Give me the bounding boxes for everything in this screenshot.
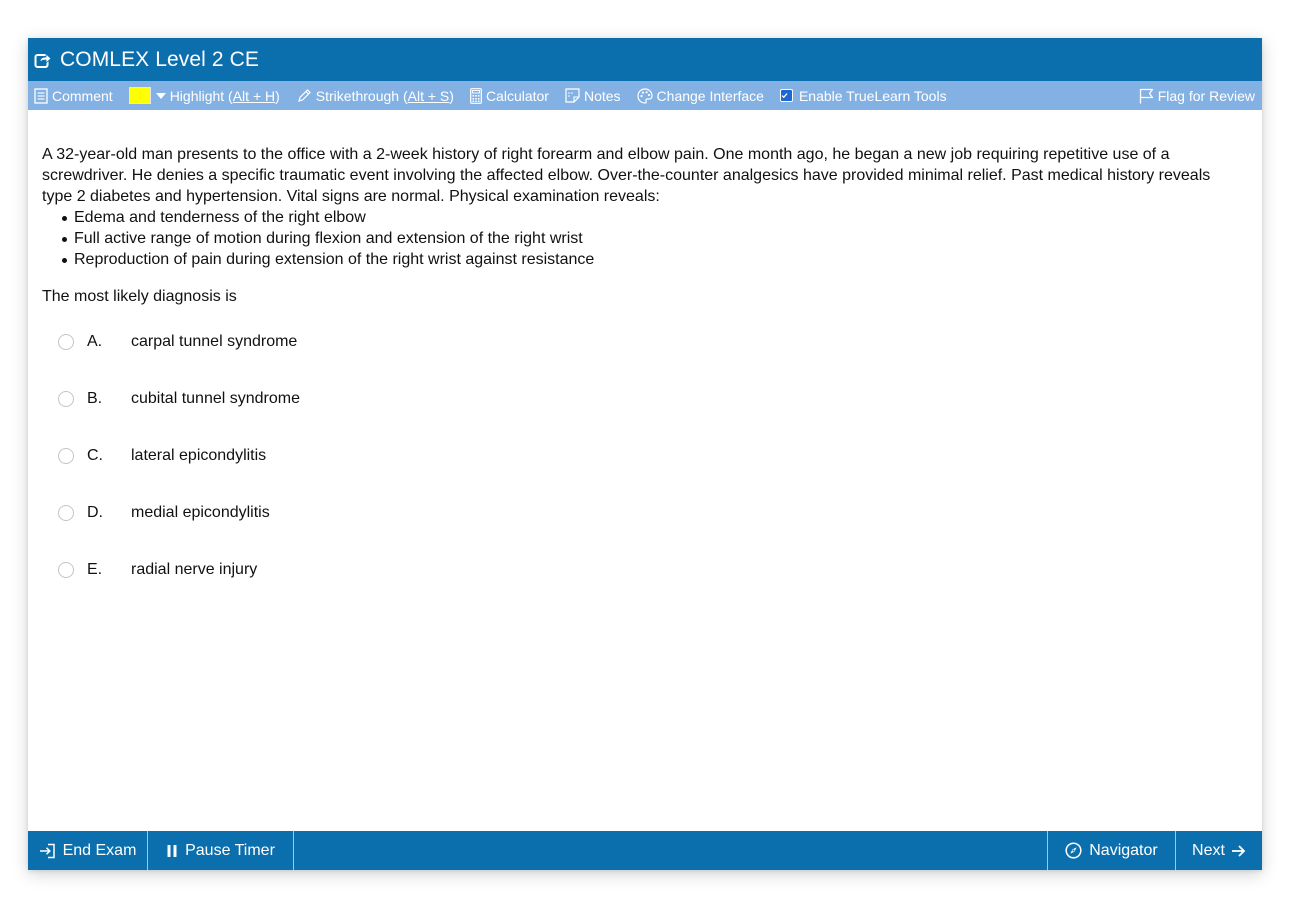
notes-button[interactable] [565,88,621,104]
end-exam-label: End Exam [62,841,137,859]
highlight-button[interactable] [170,88,280,104]
sign-out-icon [39,843,56,859]
highlight-close-paren: ) [275,87,280,104]
end-exam-button[interactable] [28,831,147,870]
option-text: cubital tunnel syndrome [131,390,300,407]
strikethrough-shortcut: Alt + S [407,87,450,104]
comment-button[interactable] [34,88,113,104]
notes-icon [565,88,580,103]
answer-option-a[interactable] [58,331,300,388]
exam-title: COMLEX Level 2 CE [60,47,259,71]
next-label: Next [1192,841,1225,859]
strikethrough-close-paren: ) [449,87,454,104]
compass-icon [1065,842,1082,859]
highlight-label: Highlight ( [169,87,233,104]
answer-option-e[interactable] [58,559,300,616]
question-stem: A 32-year-old man presents to the office with a 2-week history of right forearm and elbow pain. One month ago, he began a new job requiring repetitive use of a screwdriver. He denies a specific traumatic event involving the affected elbow. Over-the-counter analgesics have provided minimal relief. Past medical history reveals type 2 diabetes and hypertension. Vital signs are normal. Physical examination reveals: [42,146,1211,205]
radio-button[interactable] [58,391,74,407]
exam-findings-list [62,207,1242,270]
navigator-button[interactable] [1048,831,1175,870]
truelearn-label: Enable TrueLearn Tools [798,87,947,104]
answer-options [58,331,300,616]
footer-bar [28,831,1262,870]
change-interface-label: Change Interface [656,87,764,104]
flag-label: Flag for Review [1157,87,1255,104]
title-bar [28,38,1262,81]
strikethrough-button[interactable] [296,88,454,104]
option-letter: B. [87,390,103,407]
caret-down-icon [156,93,166,99]
pencil-icon [296,88,312,104]
flag-icon [1139,88,1154,104]
truelearn-toggle[interactable] [780,88,947,104]
toolbar [28,81,1262,110]
answer-option-c[interactable] [58,445,300,502]
calculator-label: Calculator [485,87,549,104]
option-letter: A. [87,333,103,350]
check-icon [781,91,788,100]
option-text: radial nerve injury [131,561,258,578]
comment-label: Comment [52,87,113,104]
option-letter: D. [87,504,103,521]
radio-button[interactable] [58,448,74,464]
finding-item: Edema and tenderness of the right elbow [62,207,1242,228]
arrow-right-icon [1231,844,1246,858]
next-button[interactable] [1176,831,1262,870]
highlight-color-picker[interactable] [129,87,166,104]
option-letter: E. [87,561,103,578]
navigator-label: Navigator [1089,841,1158,859]
radio-button[interactable] [58,334,74,350]
question-lead-in: The most likely diagnosis is [42,288,237,305]
answer-option-b[interactable] [58,388,300,445]
answer-option-d[interactable] [58,502,300,559]
share-icon[interactable] [34,51,52,69]
radio-button[interactable] [58,505,74,521]
truelearn-checkbox[interactable] [780,89,793,102]
strikethrough-label: Strikethrough ( [315,87,408,104]
question-panel [42,144,1242,307]
notes-label: Notes [583,87,621,104]
finding-item: Full active range of motion during flexion and extension of the right wrist [62,228,1242,249]
option-text: medial epicondylitis [131,504,270,521]
calculator-button[interactable] [470,88,549,104]
comment-icon [34,88,48,104]
pause-timer-label: Pause Timer [185,841,275,859]
finding-item: Reproduction of pain during extension of the right wrist against resistance [62,249,1242,270]
change-interface-button[interactable] [637,88,764,104]
highlight-shortcut: Alt + H [232,87,276,104]
palette-icon [637,88,653,104]
option-letter: C. [87,447,103,464]
radio-button[interactable] [58,562,74,578]
pause-icon [166,844,178,858]
flag-for-review-button[interactable] [1139,81,1255,110]
highlight-color-swatch [129,87,151,104]
footer-divider [293,831,294,870]
calculator-icon [470,88,482,104]
exam-window [28,38,1262,870]
pause-timer-button[interactable] [148,831,293,870]
option-text: lateral epicondylitis [131,447,267,464]
option-text: carpal tunnel syndrome [131,333,298,350]
